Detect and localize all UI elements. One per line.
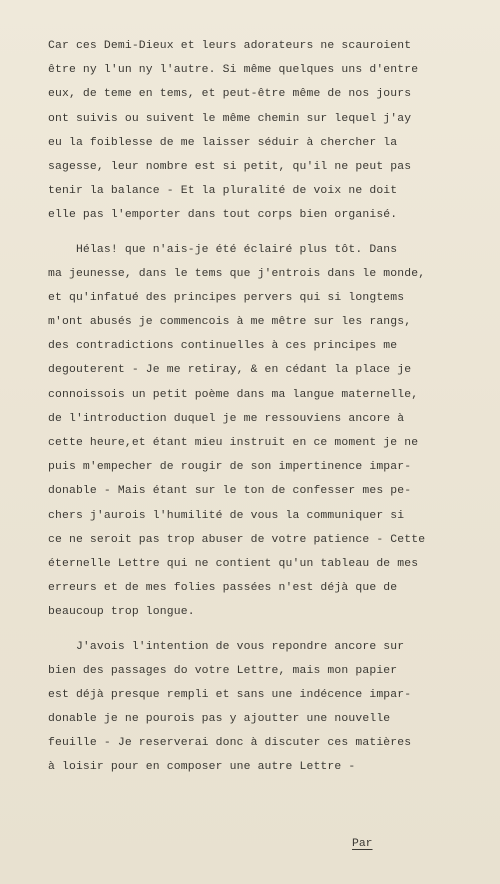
text-line: bien des passages do votre Lettre, mais mon papier: [48, 664, 398, 677]
text-line: à loisir pour en composer une autre Lettre -: [48, 761, 356, 774]
text-line: feuille - Je reserverai donc à discuter ces matières: [48, 737, 412, 750]
letter-body: [48, 34, 468, 780]
text-line: erreurs et de mes folies passées n'est déjà que de: [48, 582, 398, 595]
text-line: tenir la balance - Et la pluralité de voix ne doit: [48, 185, 398, 198]
text-line: beaucoup trop longue.: [48, 606, 195, 619]
text-line: eu la foiblesse de me laisser séduir à chercher la: [48, 136, 398, 149]
text-line: ont suivis ou suivent le même chemin sur lequel j'ay: [48, 112, 412, 125]
text-line: des contradictions continuelles à ces principes me: [48, 340, 398, 353]
paragraph-2: [48, 238, 468, 625]
text-line: Car ces Demi-Dieux et leurs adorateurs ne scauroient: [48, 40, 412, 52]
text-line: donable je ne pourois pas y ajoutter une nouvelle: [48, 713, 391, 726]
text-line: sagesse, leur nombre est si petit, qu'il ne peut pas: [48, 160, 412, 173]
text-line: chers j'aurois l'humilité de vous la communiquer si: [48, 509, 405, 522]
text-line: éternelle Lettre qui ne contient qu'un tableau de mes: [48, 557, 419, 570]
text-line: Hélas! que n'ais-je été éclairé plus tôt. Dans: [48, 243, 398, 256]
text-line: J'avois l'intention de vous repondre ancore sur: [48, 640, 405, 653]
text-line: donable - Mais étant sur le ton de confesser mes pe-: [48, 485, 412, 498]
text-line: ma jeunesse, dans le tems que j'entrois dans le monde,: [48, 267, 426, 280]
text-line: eux, de teme en tems, et peut-être même de nos jours: [48, 88, 412, 101]
text-line: m'ont abusés je commencois à me mêtre sur les rangs,: [48, 316, 412, 329]
text-line: est déjà presque rempli et sans une indécence impar-: [48, 688, 412, 701]
text-line: ce ne seroit pas trop abuser de votre patience - Cette: [48, 533, 426, 546]
text-line: connoissois un petit poème dans ma langue maternelle,: [48, 388, 419, 401]
text-line: de l'introduction duquel je me ressouviens ancore à: [48, 412, 405, 425]
paragraph-3: [48, 635, 468, 780]
text-line: et qu'infatué des principes pervers qui si longtems: [48, 291, 405, 304]
text-line: être ny l'un ny l'autre. Si même quelques uns d'entre: [48, 64, 419, 77]
paragraph-gap: [48, 228, 468, 238]
text-line: elle pas l'emporter dans tout corps bien organisé.: [48, 209, 398, 222]
paragraph-1: [48, 34, 468, 228]
paragraph-gap: [48, 625, 468, 635]
text-line: degouterent - Je me retiray, & en cédant la place je: [48, 364, 412, 377]
catchword: Par: [352, 838, 373, 850]
text-line: puis m'empecher de rougir de son impertinence impar-: [48, 461, 412, 474]
text-line: cette heure,et étant mieu instruit en ce moment je ne: [48, 437, 419, 449]
